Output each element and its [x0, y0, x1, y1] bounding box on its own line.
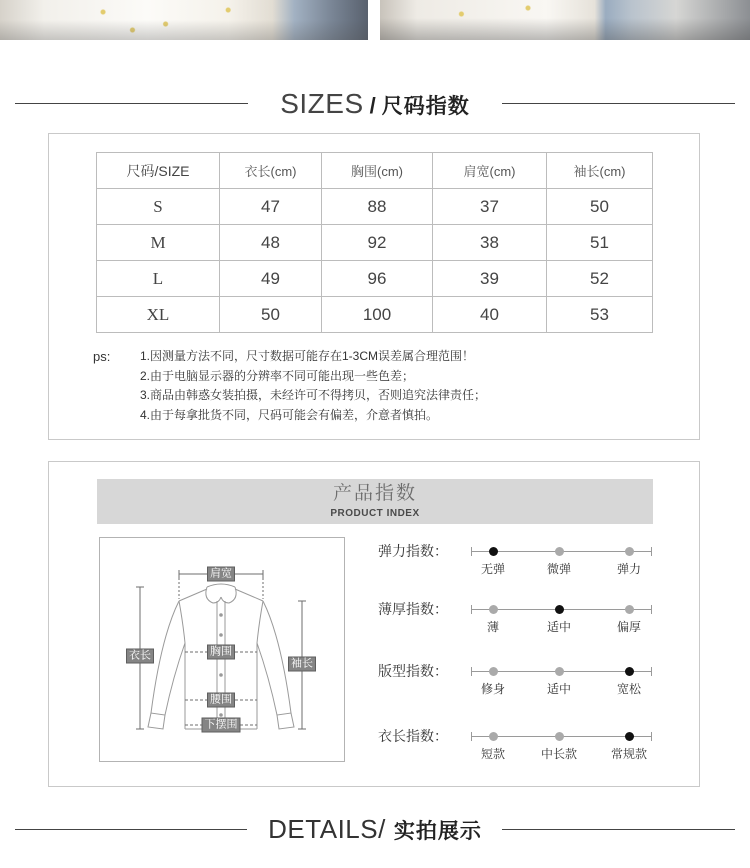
details-divider-right	[502, 829, 735, 830]
waist-label: 腰围	[207, 693, 235, 708]
elasticity-index	[370, 541, 660, 581]
scale-option-label: 微弹	[546, 562, 572, 576]
top-photo-right	[380, 0, 750, 40]
sizes-title-en: SIZES	[280, 88, 364, 119]
sleeve-cell: 53	[547, 297, 653, 333]
scale-dot	[489, 667, 498, 676]
column-header-size: 尺码/SIZE	[97, 153, 220, 189]
sleeve-length-label: 袖长	[288, 657, 316, 672]
size-cell: L	[97, 261, 220, 297]
scale-dot	[625, 732, 634, 741]
note-line: 1.因测量方法不同，尺寸数据可能存在1-3CM误差属合理范围！	[140, 349, 475, 363]
scale-option-label: 无弹	[480, 562, 506, 576]
scale-option-label: 弹力	[616, 562, 642, 576]
table-row	[97, 225, 653, 261]
shoulder-cell: 39	[433, 261, 547, 297]
column-header-chest: 胸围(cm)	[322, 153, 433, 189]
note-line: 3.商品由韩惑女装拍摄，未经许可不得拷贝，否则追究法律责任；	[140, 388, 487, 402]
scale-end-tick	[471, 667, 472, 676]
length-cell: 49	[220, 261, 322, 297]
hem-label: 下摆围	[202, 718, 241, 733]
scale-dot	[489, 605, 498, 614]
shoulder-cell: 38	[433, 225, 547, 261]
details-divider-left	[15, 829, 247, 830]
scale-option-label: 适中	[546, 682, 572, 696]
column-header-length: 衣长(cm)	[220, 153, 322, 189]
length-cell: 48	[220, 225, 322, 261]
table-row	[97, 189, 653, 225]
scale-end-tick	[471, 732, 472, 741]
details-title-cn: 实拍展示	[393, 820, 482, 843]
product-index-header-bar	[97, 479, 653, 524]
scale-end-tick	[471, 605, 472, 614]
scale-end-tick	[651, 667, 652, 676]
scale-end-tick	[651, 732, 652, 741]
scale-dot	[555, 667, 564, 676]
chest-cell: 100	[322, 297, 433, 333]
length-cell: 50	[220, 297, 322, 333]
length-index	[370, 726, 660, 766]
scale-option-label: 适中	[546, 620, 572, 634]
header-divider-right	[502, 103, 735, 104]
scale-option-label: 常规款	[610, 747, 648, 761]
size-cell: S	[97, 189, 220, 225]
scale-dot	[555, 732, 564, 741]
scale-option-label: 中长款	[540, 747, 578, 761]
chest-cell: 88	[322, 189, 433, 225]
notes-list	[140, 347, 610, 425]
size-cell: M	[97, 225, 220, 261]
scale-end-tick	[471, 547, 472, 556]
scale-option-label: 修身	[480, 682, 506, 696]
shoulder-cell: 40	[433, 297, 547, 333]
length-cell: 47	[220, 189, 322, 225]
scale-dot	[489, 547, 498, 556]
table-row	[97, 261, 653, 297]
garment-length-label: 衣长	[126, 649, 154, 664]
table-row	[97, 297, 653, 333]
sizes-title-cn: 尺码指数	[381, 95, 470, 118]
index-label: 衣长指数：	[378, 728, 448, 744]
note-line: 2.由于电脑显示器的分辨率不同可能出现一些色差；	[140, 368, 415, 383]
chest-cell: 92	[322, 225, 433, 261]
index-label: 弹力指数：	[378, 543, 448, 559]
scale-dot	[625, 605, 634, 614]
size-table	[96, 152, 653, 333]
sleeve-cell: 51	[547, 225, 653, 261]
notes-label: ps:	[93, 349, 111, 364]
chest-label: 胸围	[207, 645, 235, 660]
scale-dot	[555, 605, 564, 614]
scale-dot	[489, 732, 498, 741]
scale-dot	[555, 547, 564, 556]
scale-dot	[625, 547, 634, 556]
details-title-en: DETAILS/	[268, 814, 386, 844]
index-label: 版型指数：	[378, 663, 448, 679]
scale-end-tick	[651, 605, 652, 614]
column-header-shoulder: 肩宽(cm)	[433, 153, 547, 189]
header-divider-left	[15, 103, 248, 104]
scale-option-label: 短款	[480, 747, 506, 761]
top-photo-left	[0, 0, 368, 40]
sizes-section-title	[250, 86, 500, 122]
shoulder-width-label: 肩宽	[207, 567, 235, 582]
scale-option-label: 偏厚	[616, 620, 642, 634]
table-header-row	[97, 153, 653, 189]
thickness-index	[370, 599, 660, 639]
shoulder-cell: 37	[433, 189, 547, 225]
scale-option-label: 宽松	[616, 682, 642, 696]
chest-cell: 96	[322, 261, 433, 297]
product-index-title: 产品指数	[332, 483, 417, 504]
index-label: 薄厚指数：	[378, 601, 448, 617]
note-line: 4.由于每拿批货不同，尺码可能会有偏差，介意者慎拍。	[140, 407, 439, 422]
size-cell: XL	[97, 297, 220, 333]
sizes-title-slash: /	[369, 93, 376, 118]
scale-option-label: 薄	[486, 620, 500, 634]
sleeve-cell: 50	[547, 189, 653, 225]
scale-dot	[625, 667, 634, 676]
sleeve-cell: 52	[547, 261, 653, 297]
column-header-sleeve: 袖长(cm)	[547, 153, 653, 189]
scale-end-tick	[651, 547, 652, 556]
product-index-subtitle: PRODUCT INDEX	[330, 508, 420, 519]
details-section-title	[250, 811, 500, 847]
fit-index	[370, 661, 660, 701]
